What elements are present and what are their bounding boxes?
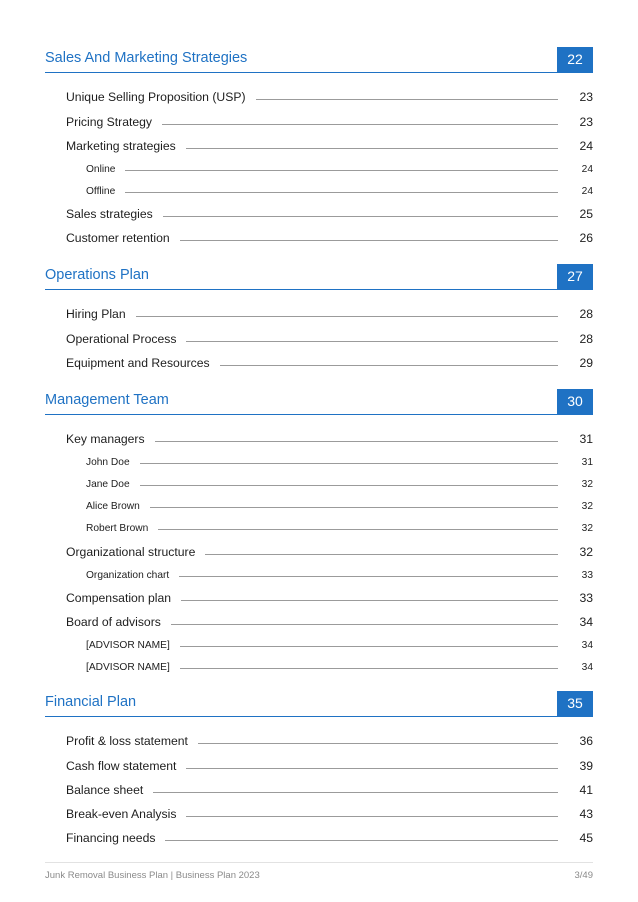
leader-line <box>180 646 558 647</box>
section-header[interactable] <box>45 691 593 717</box>
toc-entry-page: 25 <box>579 207 593 222</box>
toc-subentry[interactable] <box>86 629 593 651</box>
toc-entry-page: 24 <box>579 138 593 153</box>
toc-entry-label: Customer retention <box>66 231 170 246</box>
toc-entry-label: Equipment and Resources <box>66 355 210 370</box>
leader-line <box>150 507 558 508</box>
toc-entry[interactable] <box>66 197 593 221</box>
toc-subentry-page: 34 <box>581 640 593 652</box>
leader-line <box>140 485 558 486</box>
leader-line <box>198 743 558 744</box>
toc-entry-label: Pricing Strategy <box>66 114 153 129</box>
toc-subentry-page: 34 <box>581 662 593 674</box>
toc-entry-label: Break-even Analysis <box>66 807 177 822</box>
toc-subentry-label: Jane Doe <box>86 479 130 491</box>
toc-entry-label: Key managers <box>66 432 145 447</box>
toc-entry[interactable] <box>66 346 593 370</box>
section-page-badge: 22 <box>557 47 593 72</box>
leader-line <box>162 124 558 125</box>
leader-line <box>186 148 558 149</box>
toc-subentry[interactable] <box>86 468 593 490</box>
leader-line <box>186 816 558 817</box>
leader-line <box>220 365 558 366</box>
section-page-badge: 27 <box>557 264 593 289</box>
toc-entry-label: Unique Selling Proposition (USP) <box>66 90 246 105</box>
toc-section-operations <box>45 264 593 370</box>
leader-line <box>153 792 558 793</box>
toc-entry[interactable] <box>66 605 593 629</box>
toc-entry-label: Profit & loss statement <box>66 734 188 749</box>
leader-line <box>140 463 558 464</box>
section-header[interactable] <box>45 47 593 73</box>
toc-entry-page: 41 <box>579 782 593 797</box>
section-header[interactable] <box>45 389 593 415</box>
toc-section-management <box>45 389 593 673</box>
toc-subentry[interactable] <box>86 446 593 468</box>
toc-entry-label: Organizational structure <box>66 544 196 559</box>
section-entry-list <box>45 415 593 673</box>
section-header[interactable] <box>45 264 593 290</box>
toc-subentry-label: Organization chart <box>86 569 170 581</box>
toc-subentry-page: 32 <box>581 523 593 535</box>
section-page-badge: 30 <box>557 389 593 414</box>
toc-subentry-label: Offline <box>86 185 116 197</box>
toc-entry-page: 23 <box>579 90 593 105</box>
section-page-badge: 35 <box>557 691 593 716</box>
leader-line <box>205 554 558 555</box>
toc-entry-label: Financing needs <box>66 831 156 846</box>
toc-entry-page: 45 <box>579 831 593 846</box>
leader-line <box>163 216 558 217</box>
toc-entry[interactable] <box>66 221 593 245</box>
toc-entry[interactable] <box>66 724 593 748</box>
toc-entry[interactable] <box>66 797 593 821</box>
leader-line <box>155 441 558 442</box>
footer-document-title: Junk Removal Business Plan | Business Plan 2023 <box>45 870 260 881</box>
toc-entry-label: Operational Process <box>66 331 177 346</box>
toc-entry-label: Marketing strategies <box>66 138 176 153</box>
toc-subentry-page: 24 <box>581 163 593 175</box>
toc-subentry[interactable] <box>86 651 593 673</box>
leader-line <box>186 341 558 342</box>
toc-subentry-label: Online <box>86 163 116 175</box>
toc-section-sales-marketing <box>45 47 593 245</box>
toc-entry-label: Sales strategies <box>66 207 153 222</box>
toc-subentry[interactable] <box>86 559 593 581</box>
leader-line <box>181 600 558 601</box>
toc-entry-page: 28 <box>579 307 593 322</box>
toc-subentry[interactable] <box>86 512 593 534</box>
toc-subentry-page: 33 <box>581 569 593 581</box>
toc-entry[interactable] <box>66 534 593 558</box>
toc-subentry[interactable] <box>86 175 593 197</box>
toc-subentry[interactable] <box>86 153 593 175</box>
section-entry-list <box>45 717 593 845</box>
toc-entry[interactable] <box>66 773 593 797</box>
toc-entry-page: 23 <box>579 114 593 129</box>
toc-entry-label: Cash flow statement <box>66 758 177 773</box>
section-title[interactable]: Management Team <box>45 392 169 408</box>
toc-subentry-page: 32 <box>581 501 593 513</box>
toc-entry[interactable] <box>66 129 593 153</box>
toc-entry[interactable] <box>66 581 593 605</box>
toc-entry-page: 34 <box>579 615 593 630</box>
toc-entry[interactable] <box>66 80 593 104</box>
toc-entry-label: Balance sheet <box>66 782 144 797</box>
toc-subentry-page: 32 <box>581 479 593 491</box>
leader-line <box>125 170 558 171</box>
toc-subentry-label: Robert Brown <box>86 523 149 535</box>
leader-line <box>256 99 558 100</box>
toc-entry-label: Hiring Plan <box>66 307 126 322</box>
section-title[interactable]: Operations Plan <box>45 267 149 283</box>
leader-line <box>165 840 558 841</box>
toc-subentry[interactable] <box>86 490 593 512</box>
toc-subentry-label: [ADVISOR NAME] <box>86 662 170 674</box>
leader-line <box>136 316 558 317</box>
toc-entry-page: 26 <box>579 231 593 246</box>
toc-entry-page: 31 <box>579 432 593 447</box>
toc-subentry-page: 24 <box>581 185 593 197</box>
toc-entry-page: 32 <box>579 544 593 559</box>
toc-section-financial <box>45 691 593 845</box>
toc-subentry-label: [ADVISOR NAME] <box>86 640 170 652</box>
toc-entry-page: 33 <box>579 590 593 605</box>
toc-entry-page: 43 <box>579 807 593 822</box>
toc-subentry-page: 31 <box>581 457 593 469</box>
section-title[interactable]: Financial Plan <box>45 694 137 710</box>
toc-entry-label: Compensation plan <box>66 590 172 605</box>
section-title[interactable]: Sales And Marketing Strategies <box>45 50 248 66</box>
toc-subentry-label: Alice Brown <box>86 501 140 513</box>
page-footer <box>45 862 593 881</box>
toc-entry-page: 28 <box>579 331 593 346</box>
toc-entry[interactable] <box>66 104 593 128</box>
toc-entry-page: 29 <box>579 355 593 370</box>
leader-line <box>171 624 558 625</box>
leader-line <box>125 192 558 193</box>
leader-line <box>186 768 558 769</box>
toc-entry[interactable] <box>66 321 593 345</box>
leader-line <box>158 529 558 530</box>
toc-entry[interactable] <box>66 821 593 845</box>
leader-line <box>179 576 558 577</box>
toc-entry-label: Board of advisors <box>66 615 161 630</box>
toc-entry-page: 39 <box>579 758 593 773</box>
footer-page-number: 3/49 <box>574 870 593 881</box>
toc-entry-page: 36 <box>579 734 593 749</box>
section-entry-list <box>45 290 593 370</box>
leader-line <box>180 240 558 241</box>
toc-entry[interactable] <box>66 422 593 446</box>
toc-entry[interactable] <box>66 297 593 321</box>
toc-subentry-label: John Doe <box>86 457 130 469</box>
leader-line <box>180 668 558 669</box>
toc-entry[interactable] <box>66 748 593 772</box>
section-entry-list <box>45 73 593 245</box>
